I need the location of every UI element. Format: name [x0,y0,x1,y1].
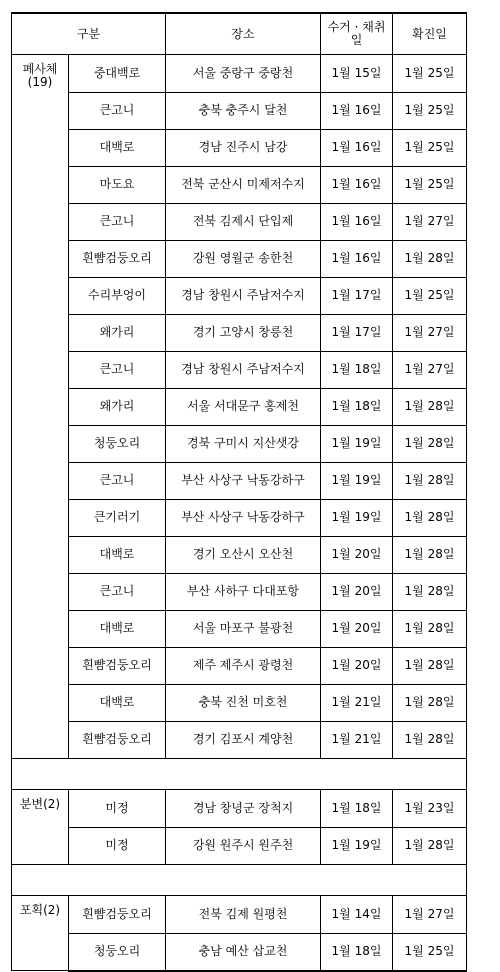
species-cell: 큰고니 [69,573,166,610]
header-collected: 수거 · 채취일 [321,13,393,55]
location-cell: 경기 오산시 오산천 [166,536,321,573]
category-cell [12,129,69,166]
location-cell: 제주 제주시 광령천 [166,647,321,684]
table-row [12,277,467,314]
collected-date-cell: 1월 18일 [321,351,393,388]
table-row [12,573,467,610]
confirmed-date-cell: 1월 27일 [393,896,467,934]
species-cell: 왜가리 [69,388,166,425]
species-cell: 큰고니 [69,203,166,240]
confirmed-date-cell: 1월 25일 [393,92,467,129]
table-row [12,314,467,351]
table-row [12,351,467,388]
category-cell [12,425,69,462]
location-cell: 부산 사상구 낙동강하구 [166,499,321,536]
species-cell: 흰뺨검둥오리 [69,721,166,759]
confirmed-date-cell: 1월 25일 [393,129,467,166]
category-cell [12,240,69,277]
species-cell: 흰뺨검둥오리 [69,647,166,684]
category-cell [12,933,69,971]
header-location: 장소 [166,13,321,55]
collected-date-cell: 1월 20일 [321,536,393,573]
confirmed-date-cell: 1월 28일 [393,536,467,573]
table-row [12,610,467,647]
location-cell: 서울 중랑구 중랑천 [166,55,321,93]
location-cell: 서울 서대문구 홍제천 [166,388,321,425]
collected-date-cell: 1월 19일 [321,425,393,462]
header-category: 구분 [12,13,166,55]
location-cell: 부산 사상구 낙동강하구 [166,462,321,499]
location-cell: 충북 진천 미호천 [166,684,321,721]
collected-date-cell: 1월 18일 [321,388,393,425]
confirmed-date-cell: 1월 25일 [393,933,467,971]
location-cell: 서울 마포구 불광천 [166,610,321,647]
location-cell: 부산 사하구 다대포항 [166,573,321,610]
species-cell: 중대백로 [69,55,166,93]
species-cell: 흰뺨검둥오리 [69,896,166,934]
confirmed-date-cell: 1월 25일 [393,166,467,203]
table-row [12,647,467,684]
species-cell: 큰고니 [69,351,166,388]
location-cell: 전북 김제 원평천 [166,896,321,934]
collected-date-cell: 1월 16일 [321,92,393,129]
category-cell: 분변(2) [12,790,69,828]
spacer-cell [12,759,467,790]
table-body [12,55,467,971]
location-cell: 강원 원주시 원주천 [166,827,321,865]
collected-date-cell: 1월 15일 [321,55,393,93]
collected-date-cell: 1월 20일 [321,573,393,610]
collected-date-cell: 1월 20일 [321,610,393,647]
collected-date-cell: 1월 21일 [321,684,393,721]
confirmed-date-cell: 1월 25일 [393,277,467,314]
confirmed-date-cell: 1월 28일 [393,240,467,277]
species-cell: 대백로 [69,129,166,166]
species-cell: 수리부엉이 [69,277,166,314]
category-cell: 폐사체 (19) [12,55,69,93]
category-cell [12,721,69,759]
location-cell: 경남 창원시 주남저수지 [166,351,321,388]
confirmed-date-cell: 1월 27일 [393,203,467,240]
table-row [12,55,467,93]
location-cell: 경기 김포시 계양천 [166,721,321,759]
table-row [12,721,467,759]
table-row [12,790,467,828]
confirmed-date-cell: 1월 28일 [393,827,467,865]
category-cell [12,536,69,573]
species-cell: 큰고니 [69,92,166,129]
collected-date-cell: 1월 16일 [321,129,393,166]
category-cell [12,573,69,610]
species-cell: 대백로 [69,536,166,573]
table-row [12,129,467,166]
table-row [12,536,467,573]
header-row [12,13,467,55]
category-cell [12,647,69,684]
header-confirmed: 확진일 [393,13,467,55]
category-cell [12,827,69,865]
location-cell: 충남 예산 삽교천 [166,933,321,971]
species-cell: 청둥오리 [69,933,166,971]
collected-date-cell: 1월 17일 [321,277,393,314]
collected-date-cell: 1월 16일 [321,166,393,203]
confirmed-date-cell: 1월 28일 [393,684,467,721]
category-cell [12,499,69,536]
category-cell: 포획(2) [12,896,69,934]
confirmed-date-cell: 1월 28일 [393,462,467,499]
species-cell: 마도요 [69,166,166,203]
confirmed-date-cell: 1월 23일 [393,790,467,828]
table-row [12,499,467,536]
species-cell: 큰고니 [69,462,166,499]
category-cell [12,277,69,314]
location-cell: 경북 구미시 지산샛강 [166,425,321,462]
confirmed-date-cell: 1월 28일 [393,610,467,647]
confirmed-date-cell: 1월 28일 [393,425,467,462]
location-cell: 경남 진주시 남강 [166,129,321,166]
species-cell: 왜가리 [69,314,166,351]
category-cell [12,92,69,129]
group-spacer-row [12,865,467,896]
collected-date-cell: 1월 18일 [321,933,393,971]
spacer-cell [12,865,467,896]
category-cell [12,610,69,647]
collected-date-cell: 1월 20일 [321,647,393,684]
category-cell [12,351,69,388]
species-cell: 청둥오리 [69,425,166,462]
category-cell [12,388,69,425]
species-cell: 흰뺨검둥오리 [69,240,166,277]
category-cell [12,166,69,203]
table-row [12,92,467,129]
collected-date-cell: 1월 18일 [321,790,393,828]
confirmed-date-cell: 1월 28일 [393,388,467,425]
table-row [12,462,467,499]
confirmed-date-cell: 1월 27일 [393,314,467,351]
category-cell [12,462,69,499]
species-cell: 미정 [69,790,166,828]
group-spacer-row [12,759,467,790]
table-row [12,203,467,240]
collected-date-cell: 1월 16일 [321,203,393,240]
species-cell: 대백로 [69,684,166,721]
table-row [12,388,467,425]
category-cell [12,203,69,240]
table-row [12,896,467,934]
location-cell: 강원 영월군 송한천 [166,240,321,277]
collected-date-cell: 1월 17일 [321,314,393,351]
location-cell: 경남 창녕군 장척지 [166,790,321,828]
table-row [12,827,467,865]
table-row [12,166,467,203]
location-cell: 경남 창원시 주남저수지 [166,277,321,314]
table-row [12,684,467,721]
species-cell: 큰기러기 [69,499,166,536]
collected-date-cell: 1월 21일 [321,721,393,759]
species-cell: 미정 [69,827,166,865]
confirmed-date-cell: 1월 28일 [393,499,467,536]
confirmed-date-cell: 1월 28일 [393,721,467,759]
confirmed-date-cell: 1월 28일 [393,647,467,684]
collected-date-cell: 1월 16일 [321,240,393,277]
collected-date-cell: 1월 19일 [321,499,393,536]
confirmation-table [11,12,467,972]
collected-date-cell: 1월 19일 [321,462,393,499]
table-row [12,240,467,277]
collected-date-cell: 1월 14일 [321,896,393,934]
category-cell [12,684,69,721]
collected-date-cell: 1월 19일 [321,827,393,865]
confirmed-date-cell: 1월 28일 [393,573,467,610]
table-row [12,425,467,462]
location-cell: 전북 김제시 단입제 [166,203,321,240]
location-cell: 경기 고양시 창릉천 [166,314,321,351]
species-cell: 대백로 [69,610,166,647]
location-cell: 전북 군산시 미제저수지 [166,166,321,203]
category-cell [12,314,69,351]
table-row [12,933,467,971]
confirmed-date-cell: 1월 25일 [393,55,467,93]
confirmed-date-cell: 1월 27일 [393,351,467,388]
location-cell: 충북 충주시 달천 [166,92,321,129]
